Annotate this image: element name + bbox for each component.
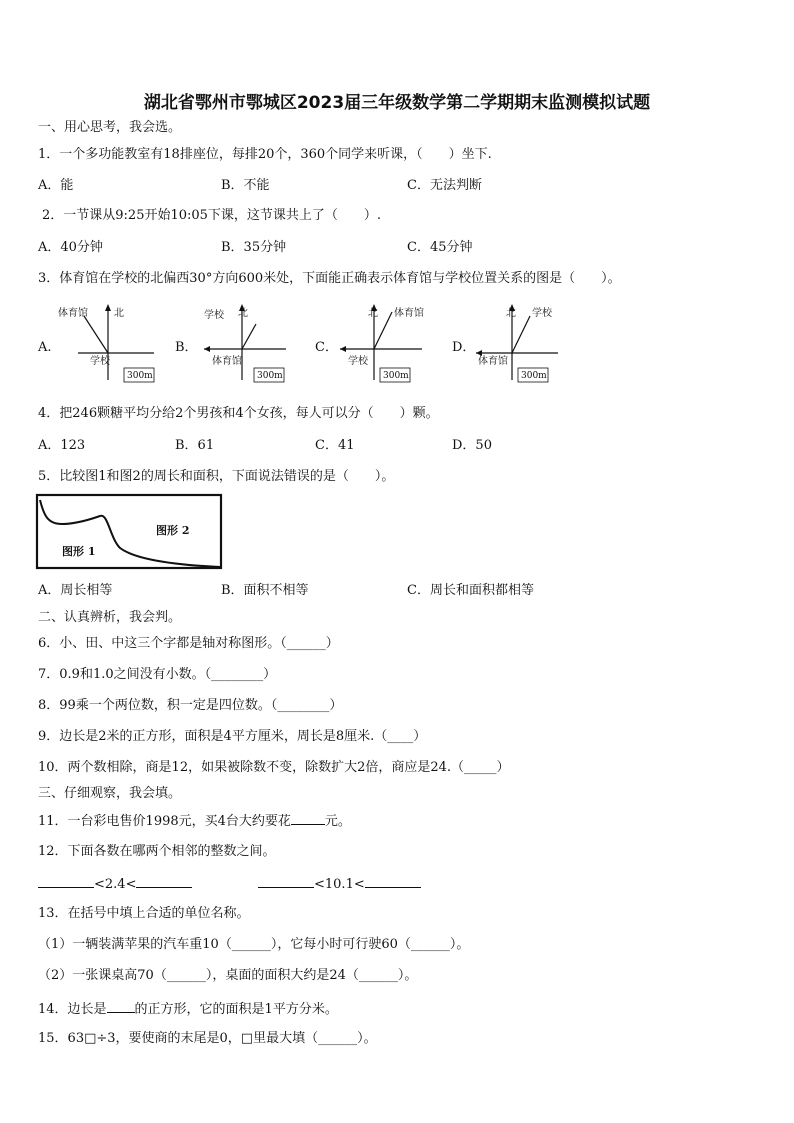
q3-option-a[interactable]: A.: [38, 340, 52, 355]
scale-label: 300m: [383, 371, 409, 381]
q3-figure-b: [196, 302, 296, 386]
section-2-heading: 二、认真辨析，我会判。: [38, 610, 182, 625]
question-14: [38, 1000, 338, 1018]
q11-blank[interactable]: [291, 812, 325, 825]
scale-label: 300m: [257, 371, 283, 381]
question-11: [38, 812, 351, 830]
q3-figure-a: [58, 302, 158, 386]
q12-blank-4[interactable]: [365, 875, 421, 888]
question-7: 7．0.9和1.0之间没有小数。（________）: [38, 667, 277, 682]
gym-label: 体育馆: [478, 356, 508, 367]
q4-option-c[interactable]: C．41: [315, 438, 355, 453]
q12-expression-2: [258, 875, 421, 893]
question-8: 8．99乘一个两位数，积一定是四位数。（________）: [38, 698, 343, 713]
q11-text: 11．一台彩电售价1998元，买4台大约要花: [38, 814, 291, 829]
q11-unit: 元。: [324, 814, 351, 829]
question-12: 12．下面各数在哪两个相邻的整数之间。: [38, 844, 276, 859]
q14-blank[interactable]: [107, 1000, 135, 1013]
q5-option-b[interactable]: B．面积不相等: [221, 583, 309, 598]
q14-text: 14．边长是: [38, 1002, 107, 1017]
section-3-heading: 三、仔细观察，我会填。: [38, 786, 182, 801]
question-5: 5．比较图1和图2的周长和面积，下面说法错误的是（ ）。: [38, 469, 395, 484]
q2-option-a[interactable]: A．40分钟: [38, 240, 103, 255]
question-10: 10．两个数相除，商是12，如果被除数不变，除数扩大2倍，商应是24.（_____）: [38, 760, 510, 775]
q3-figure-c: [338, 302, 438, 386]
north-label: 北: [506, 308, 516, 319]
q1-option-a[interactable]: A．能: [38, 178, 74, 193]
q5-figure: [36, 494, 222, 570]
school-label: 学校: [204, 310, 224, 321]
north-label: 北: [238, 308, 248, 319]
q4-option-a[interactable]: A．123: [38, 438, 86, 453]
q14-text-end: 的正方形，它的面积是1平方分米。: [134, 1002, 338, 1017]
question-2: 2．一节课从9:25开始10:05下课，这节课共上了（ ）.: [42, 208, 382, 223]
question-3: 3．体育馆在学校的北偏西30°方向600米处，下面能正确表示体育馆与学校位置关系的图是（ ）。: [38, 271, 621, 286]
section-1-heading: 一、用心思考，我会选。: [38, 120, 182, 135]
q5-option-c[interactable]: C．周长和面积都相等: [407, 583, 534, 598]
gym-label: 体育馆: [58, 308, 88, 319]
gym-label: 体育馆: [394, 308, 424, 319]
q2-option-b[interactable]: B．35分钟: [221, 240, 287, 255]
q4-option-b[interactable]: B．61: [175, 438, 215, 453]
question-6: 6．小、田、中这三个字都是轴对称图形。（______）: [38, 636, 339, 651]
q12-inequality-1: <2.4<: [94, 877, 137, 892]
q4-option-d[interactable]: D．50: [452, 438, 492, 453]
school-label: 学校: [532, 308, 552, 319]
question-1: 1．一个多功能教室有18排座位，每排20个，360个同学来听课，（ ）坐下.: [38, 147, 492, 162]
scale-label: 300m: [521, 371, 547, 381]
q1-option-c[interactable]: C．无法判断: [407, 178, 482, 193]
q12-blank-2[interactable]: [136, 875, 192, 888]
q1-option-b[interactable]: B．不能: [221, 178, 270, 193]
question-13: 13．在括号中填上合适的单位名称。: [38, 906, 250, 921]
q3-option-d[interactable]: D．: [452, 340, 476, 355]
scale-label: 300m: [127, 371, 153, 381]
q2-option-c[interactable]: C．45分钟: [407, 240, 473, 255]
north-label: 北: [368, 308, 378, 319]
q13-item-1: （1）一辆装满苹果的汽车重10（______），它每小时可行驶60（______）。: [38, 937, 470, 952]
school-label: 学校: [348, 356, 368, 367]
north-label: 北: [114, 308, 124, 319]
school-label: 学校: [90, 356, 110, 367]
q3-figure-d: [472, 302, 572, 386]
question-4: 4．把246颗糖平均分给2个男孩和4个女孩，每人可以分（ ）颗。: [38, 406, 439, 421]
gym-label: 体育馆: [212, 356, 242, 367]
page-title: 湖北省鄂州市鄂城区2023届三年级数学第二学期期末监测模拟试题: [143, 93, 651, 113]
q13-item-2: （2）一张课桌高70（______），桌面的面积大约是24（______）。: [38, 968, 418, 983]
q3-option-c[interactable]: C．: [315, 340, 338, 355]
q12-blank-1[interactable]: [38, 875, 94, 888]
question-9: 9．边长是2米的正方形，面积是4平方厘米，周长是8厘米.（____）: [38, 729, 427, 744]
q12-expression-1: [38, 875, 192, 893]
q5-option-a[interactable]: A．周长相等: [38, 583, 113, 598]
q3-option-b[interactable]: B．: [175, 340, 198, 355]
question-15: 15．63□÷3，要使商的末尾是0，□里最大填（______）。: [38, 1031, 377, 1046]
figure-2-label: 图形 2: [156, 524, 190, 537]
q12-inequality-2: <10.1<: [314, 877, 365, 892]
figure-1-label: 图形 1: [62, 545, 96, 558]
q12-blank-3[interactable]: [258, 875, 314, 888]
